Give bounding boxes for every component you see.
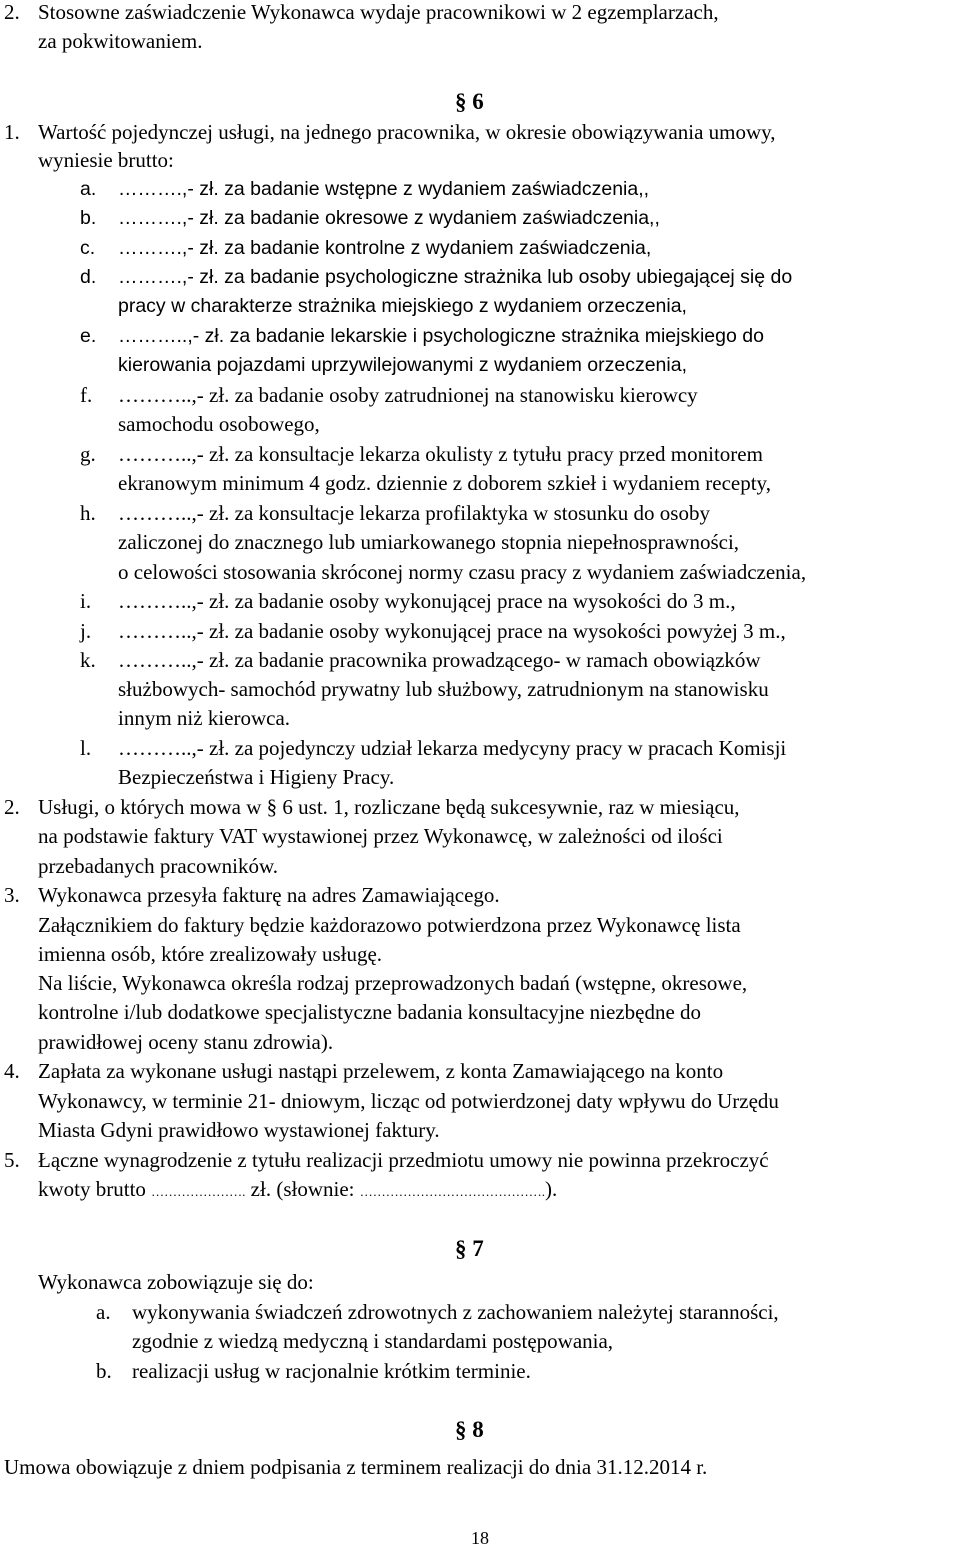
list-item: innym niż kierowca. <box>118 706 291 730</box>
item-letter: i. <box>80 589 92 613</box>
list-item: zaliczonej do znacznego lub umiarkowanego stopnia niepełnosprawności, <box>118 530 740 554</box>
list-item: służbowych- samochód prywatny lub służbowy, zatrudnionym na stanowisku <box>118 677 769 701</box>
amount-line <box>38 1175 557 1206</box>
list-item: wykonywania świadczeń zdrowotnych z zachowaniem należytej staranności, <box>132 1300 779 1324</box>
item-letter: l. <box>80 736 92 760</box>
paragraph-line: Załącznikiem do faktury będzie każdorazowo potwierdzona przez Wykonawcę lista <box>38 913 741 937</box>
list-item: ekranowym minimum 4 godz. dziennie z doborem szkieł i wydaniem recepty, <box>118 471 771 495</box>
list-item: ………..,- zł. za badanie osoby wykonującej prace na wysokości do 3 m., <box>118 589 736 613</box>
item-letter: c. <box>80 237 96 259</box>
item-letter: d. <box>80 266 97 288</box>
amount-words-label: zł. (słownie: <box>245 1177 360 1201</box>
item-letter: e. <box>80 325 97 347</box>
paragraph-line: na podstawie faktury VAT wystawionej przez Wykonawcę, w zależności od ilości <box>38 824 723 848</box>
item-letter: f. <box>80 383 93 407</box>
paragraph-line: przebadanych pracowników. <box>38 854 279 878</box>
list-number: 4. <box>4 1059 20 1083</box>
amount-placeholder: …………………. <box>151 1184 246 1199</box>
list-item: ………..,- zł. za konsultacje lekarza profilaktyka w stosunku do osoby <box>118 501 710 525</box>
amount-words-placeholder: ……………………………………. <box>359 1184 545 1199</box>
item-letter: b. <box>96 1359 112 1383</box>
item-letter: a. <box>80 178 97 200</box>
section-heading-6: § 6 <box>455 89 484 114</box>
paragraph-line: imienna osób, które zrealizowały usługę. <box>38 942 383 966</box>
paragraph-line: Umowa obowiązuje z dniem podpisania z terminem realizacji do dnia 31.12.2014 r. <box>4 1455 708 1479</box>
list-item: ……….,- zł. za badanie okresowe z wydaniem zaświadczenia,, <box>118 207 660 229</box>
list-item: o celowości stosowania skróconej normy czasu pracy z wydaniem zaświadczenia, <box>118 560 807 584</box>
section-heading-8: § 8 <box>455 1417 484 1442</box>
list-item: ………..,- zł. za badanie osoby zatrudnionej na stanowisku kierowcy <box>118 383 698 407</box>
list-number: 5. <box>4 1148 20 1172</box>
paragraph-line: Łączne wynagrodzenie z tytułu realizacji przedmiotu umowy nie powinna przekroczyć <box>38 1148 769 1172</box>
paragraph-line: kontrolne i/lub dodatkowe specjalistyczne badania konsultacyjne niezbędne do <box>38 1000 702 1024</box>
list-item: ………..,- zł. za pojedynczy udział lekarza medycyny pracy w pracach Komisji <box>118 736 787 760</box>
paragraph-line: Miasta Gdyni prawidłowo wystawionej faktury. <box>38 1118 440 1142</box>
list-item: ……….,- zł. za badanie kontrolne z wydaniem zaświadczenia, <box>118 237 652 259</box>
list-item: ………..,- zł. za badanie osoby wykonującej prace na wysokości powyżej 3 m., <box>118 619 786 643</box>
list-item: realizacji usług w racjonalnie krótkim terminie. <box>132 1359 531 1383</box>
amount-label: kwoty brutto <box>38 1177 152 1201</box>
list-item: ……….,- zł. za badanie psychologiczne strażnika lub osoby ubiegającej się do <box>118 266 793 288</box>
item-letter: j. <box>80 619 92 643</box>
list-item: kierowania pojazdami uprzywilejowanymi z wydaniem orzeczenia, <box>118 354 687 376</box>
item-letter: k. <box>80 648 96 672</box>
list-item: zgodnie z wiedzą medyczną i standardami postępowania, <box>132 1329 614 1353</box>
paragraph-line: prawidłowej oceny stanu zdrowia). <box>38 1030 334 1054</box>
list-item: ……….,- zł. za badanie wstępne z wydaniem zaświadczenia,, <box>118 178 650 200</box>
list-item: ………..,- zł. za konsultacje lekarza okulisty z tytułu pracy przed monitorem <box>118 442 763 466</box>
paragraph-line: wyniesie brutto: <box>38 148 174 172</box>
list-item: ………..,- zł. za badanie pracownika prowadzącego- w ramach obowiązków <box>118 648 761 672</box>
paragraph-line: Wykonawca zobowiązuje się do: <box>38 1270 314 1294</box>
list-item: ………..,- zł. za badanie lekarskie i psychologiczne strażnika miejskiego do <box>118 325 764 347</box>
paragraph-line: Wykonawca przesyła fakturę na adres Zamawiającego. <box>38 883 500 907</box>
list-item: Bezpieczeństwa i Higieny Pracy. <box>118 765 395 789</box>
page-number: 18 <box>471 1528 489 1548</box>
item-letter: h. <box>80 501 96 525</box>
list-item: pracy w charakterze strażnika miejskiego z wydaniem orzeczenia, <box>118 295 687 317</box>
paragraph-line: Stosowne zaświadczenie Wykonawca wydaje pracownikowi w 2 egzemplarzach, <box>38 0 719 24</box>
paragraph-line: Wartość pojedynczej usługi, na jednego pracownika, w okresie obowiązywania umowy, <box>38 120 776 144</box>
paragraph-line: Wykonawcy, w terminie 21- dniowym, licząc od potwierdzonej daty wpływu do Urzędu <box>38 1089 779 1113</box>
section-heading-7: § 7 <box>455 1236 484 1261</box>
list-number: 1. <box>4 120 20 144</box>
list-item: samochodu osobowego, <box>118 412 320 436</box>
item-letter: b. <box>80 207 97 229</box>
paragraph-line: Usługi, o których mowa w § 6 ust. 1, rozliczane będą sukcesywnie, raz w miesiącu, <box>38 795 740 819</box>
list-number: 3. <box>4 883 20 907</box>
paragraph-line: za pokwitowaniem. <box>38 29 203 53</box>
paragraph-line: Na liście, Wykonawca określa rodzaj przeprowadzonych badań (wstępne, okresowe, <box>38 971 748 995</box>
item-letter: a. <box>96 1300 111 1324</box>
amount-closing: ). <box>544 1177 558 1201</box>
list-number: 2. <box>4 0 20 24</box>
list-number: 2. <box>4 795 20 819</box>
paragraph-line: Zapłata za wykonane usługi nastąpi przelewem, z konta Zamawiającego na konto <box>38 1059 724 1083</box>
item-letter: g. <box>80 442 96 466</box>
